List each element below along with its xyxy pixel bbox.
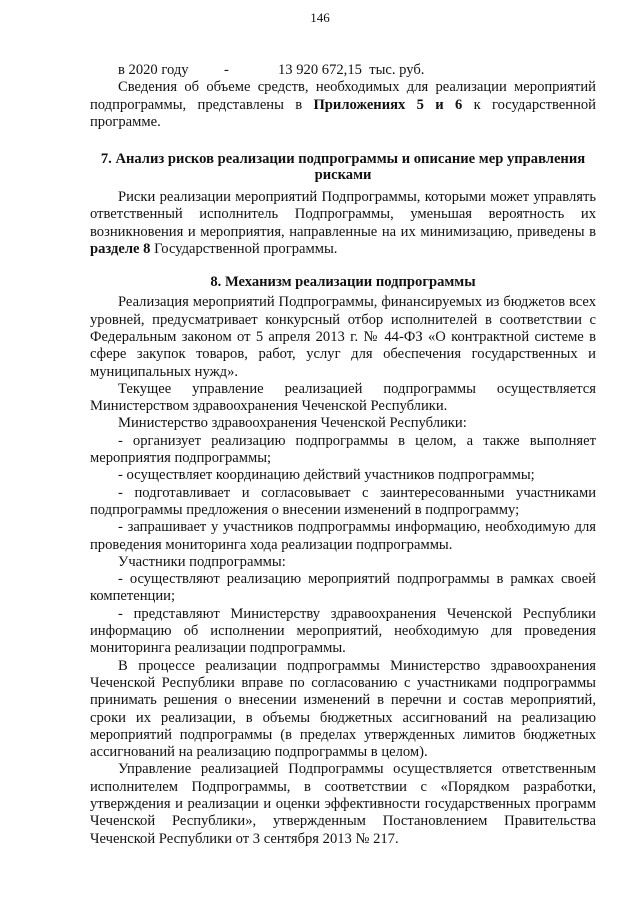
paragraph: Текущее управление реализацией подпрограммы осуществляется Министерством здравоохранения Чеченской Республики. — [90, 380, 596, 415]
section-7-heading: 7. Анализ рисков реализации подпрограммы и описание мер управления рисками — [100, 151, 586, 184]
funding-info-paragraph: Сведения об объеме средств, необходимых для реализации мероприятий подпрограммы, представлены в Приложениях 5 и 6 к государственной программе. — [90, 79, 596, 130]
list-item: - осуществляет координацию действий участников подпрограммы; — [118, 467, 535, 484]
list-item: - подготавливает и согласовывает с заинтересованными участниками подпрограммы предложения о внесении изменений в подпрограмму; — [90, 484, 596, 518]
funding-line-2020 — [90, 62, 596, 79]
list-item: - осуществляют реализацию мероприятий подпрограммы в рамках своей компетенции; — [90, 571, 596, 605]
page-content — [90, 62, 596, 848]
appendix-reference: Приложениях 5 и 6 — [313, 96, 463, 113]
list-item: - представляют Министерству здравоохранения Чеченской Республики информацию об исполнении мероприятий, необходимую для проведения мониторинга реализации подпрограммы. — [90, 605, 596, 657]
list-item: - запрашивает у участников подпрограммы информацию, необходимую для проведения мониторинга хода реализации подпрограммы. — [90, 519, 596, 553]
section-8-body — [90, 294, 596, 848]
section-reference: разделе 8 — [90, 241, 151, 258]
dash: - — [224, 62, 229, 78]
paragraph: Участники подпрограммы: — [118, 553, 286, 570]
section-8-heading: 8. Механизм реализации подпрограммы — [210, 274, 476, 291]
funding-amount: 13 920 672,15 тыс. руб. — [278, 62, 425, 78]
paragraph: Министерство здравоохранения Чеченской Республики: — [118, 415, 467, 432]
risks-paragraph: Риски реализации мероприятий Подпрограммы, которыми может управлять ответственный исполнитель Подпрограммы, уменьшая вероятность их возникновения и мероприятия, направленные на их минимизацию, приведены в разделе 8 Государственной программы. — [90, 189, 596, 258]
paragraph: Управление реализацией Подпрограммы осуществляется ответственным исполнителем Подпрограммы, в соответствии с «Порядком разработки, утверждения и реализации и оценки эффективности государственных программ Чеченской Республики», утвержденным Постановлением Правительства Чеченской Республики от 3 сентября 2013 № 217. — [90, 761, 596, 847]
list-item: - организует реализацию подпрограммы в целом, а также выполняет мероприятия подпрограммы; — [90, 432, 596, 467]
paragraph: В процессе реализации подпрограммы Министерство здравоохранения Чеченской Республики вправе по согласованию с участниками подпрограммы принимать решения о внесении изменений в перечни и состав мероприятий, сроки их реализации, в объемы бюджетных ассигнований на реализацию мероприятий подпрограммы (в пределах утвержденных лимитов бюджетных ассигнований на реализацию подпрограммы в целом). — [90, 657, 596, 761]
year-label: в 2020 году — [118, 62, 189, 78]
page-number: 146 — [310, 10, 330, 25]
paragraph: Реализация мероприятий Подпрограммы, финансируемых из бюджетов всех уровней, предусматривает конкурсный отбор исполнителей в соответствии с Федеральным законом от 5 апреля 2013 г. № 44-ФЗ «О контрактной системе в сфере закупок товаров, работ, услуг для обеспечения государственных и муниципальных нужд». — [90, 294, 596, 380]
